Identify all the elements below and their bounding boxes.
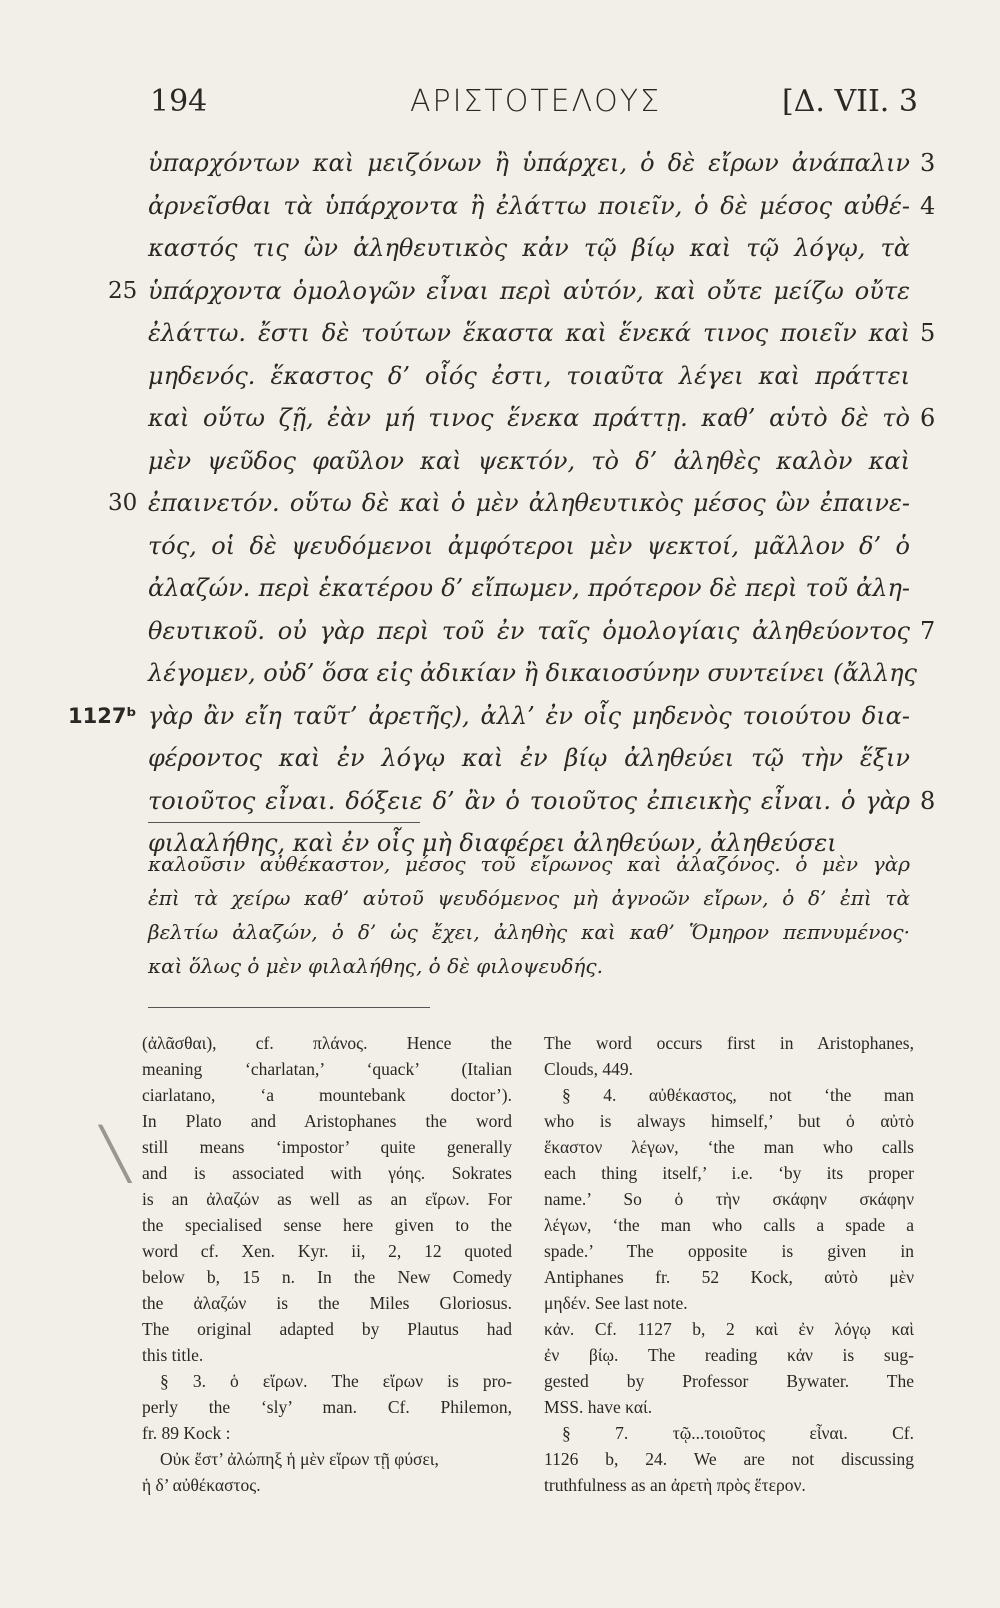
main-text-line <box>0 525 1000 568</box>
pencil-margin-mark: ╲ <box>100 1125 131 1183</box>
main-text-line <box>0 567 1000 610</box>
divider-rule <box>148 1007 430 1008</box>
note-line: § 4. αὐθέκαστος, not ‘the man <box>562 1085 914 1105</box>
note-line: 1126 b, 24. We are not discussing <box>544 1449 914 1469</box>
line-number-left: 30 <box>108 490 138 516</box>
main-line-text: γὰρ ἂν εἴη ταῦτ’ ἀρετῆς), ἀλλ’ ἐν οἷς μηδενὸς τοιούτου δια- <box>148 701 910 730</box>
main-text-line <box>0 652 1000 695</box>
section-number-right: 8 <box>920 786 936 815</box>
main-text-line <box>0 695 1000 738</box>
note-line: μηδέν. See last note. <box>544 1293 688 1313</box>
main-text-line <box>0 482 1000 525</box>
running-title: ΑΡΙΣΤΟΤΕΛΟΥΣ <box>410 84 662 119</box>
note-line: this title. <box>142 1345 204 1365</box>
scholia-line: ἐπὶ τὰ χείρω καθ’ αὑτοῦ ψευδόμενος μὴ ἀγνοῶν εἴρων, ὁ δ’ ἐπὶ τὰ <box>148 886 910 910</box>
main-text-line <box>0 780 1000 823</box>
note-line: still means ‘impostor’ quite generally <box>142 1137 512 1157</box>
notes-left-column <box>142 1030 512 1498</box>
main-line-text: ἐλάττω. ἔστι δὲ τούτων ἕκαστα καὶ ἕνεκά τινος ποιεῖν καὶ <box>148 319 910 347</box>
note-line: perly the ‘sly’ man. Cf. Philemon, <box>142 1397 512 1417</box>
main-text-line <box>0 610 1000 653</box>
note-line: MSS. have καί. <box>544 1397 653 1417</box>
note-line: ἡ δ’ αὐθέκαστος. <box>142 1475 261 1495</box>
divider-rule <box>148 822 420 823</box>
section-reference: [Δ. VII. 3 <box>782 84 918 119</box>
main-text-line <box>0 397 1000 440</box>
note-line: name.’ So ὁ τὴν σκάφην σκάφην <box>544 1189 914 1209</box>
note-line: κἀν. Cf. 1127 b, 2 καὶ ἐν λόγῳ καὶ <box>544 1319 914 1339</box>
scholia-line: καλοῦσιν αὐθέκαστον, μέσος τοῦ εἴρωνος καὶ ἀλαζόνος. ὁ μὲν γὰρ <box>148 852 910 876</box>
note-line: (ἀλᾶσθαι), cf. πλάνος. Hence the <box>142 1033 512 1053</box>
main-line-text: καστός τις ὢν ἀληθευτικὸς κἀν τῷ βίῳ καὶ τῷ λόγῳ, τὰ <box>148 234 910 262</box>
note-line: § 3. ὁ εἴρων. The εἴρων is pro- <box>160 1371 512 1391</box>
main-line-text: ὑπαρχόντων καὶ μειζόνων ἢ ὑπάρχει, ὁ δὲ εἴρων ἀνάπαλιν <box>148 149 910 177</box>
note-line: spade.’ The opposite is given in <box>544 1241 914 1261</box>
section-number-right: 4 <box>920 191 936 220</box>
note-line: gested by Professor Bywater. The <box>544 1371 914 1391</box>
main-text-line <box>0 312 1000 355</box>
page-header <box>0 82 1000 122</box>
main-line-text: ἀλαζών. περὶ ἑκατέρου δ’ εἴπωμεν, πρότερον δὲ περὶ τοῦ ἀλη- <box>148 574 910 602</box>
note-line: In Plato and Aristophanes the word <box>142 1111 512 1131</box>
scholia-line: καὶ ὅλως ὁ μὲν φιλαλήθης, ὁ δὲ φιλοψευδής. <box>148 954 603 978</box>
note-line: The word occurs first in Aristophanes, <box>544 1033 914 1053</box>
scholia-block <box>148 847 910 983</box>
main-line-text: τός, οἱ δὲ ψευδόμενοι ἀμφότεροι μὲν ψεκτοί, μᾶλλον δ’ ὁ <box>148 531 910 560</box>
main-line-text: θευτικοῦ. οὐ γὰρ περὶ τοῦ ἐν ταῖς ὁμολογίαις ἀληθεύοντος <box>148 616 910 645</box>
page-number: 194 <box>150 84 208 119</box>
section-number-right: 3 <box>920 149 936 177</box>
note-line: the specialised sense here given to the <box>142 1215 512 1235</box>
main-line-text: ἀρνεῖσθαι τὰ ὑπάρχοντα ἢ ἐλάττω ποιεῖν, ὁ δὲ μέσος αὐθέ- <box>148 191 910 220</box>
main-line-text: μηδενός. ἕκαστος δ’ οἷός ἐστι, τοιαῦτα λέγει καὶ πράττει <box>148 361 910 390</box>
note-line: The original adapted by Plautus had <box>142 1319 512 1339</box>
note-line: ἐν βίῳ. The reading κἀν is sug- <box>544 1345 914 1365</box>
note-line: is an ἀλαζών as well as an εἴρων. For <box>142 1189 512 1209</box>
main-text-line <box>0 270 1000 313</box>
note-line: the ἀλαζών is the Miles Gloriosus. <box>142 1293 512 1313</box>
main-text-line <box>0 355 1000 398</box>
line-number-left: 25 <box>108 277 138 304</box>
section-number-right: 6 <box>920 404 936 432</box>
note-line: ciarlatano, ‘a mountebank doctor’). <box>142 1085 512 1105</box>
section-number-right: 7 <box>920 616 936 645</box>
scholia-line: βελτίω ἀλαζών, ὁ δ’ ὡς ἔχει, ἀληθὴς καὶ καθ’ Ὅμηρον πεπνυμένος· <box>148 920 910 944</box>
main-text-line <box>0 185 1000 228</box>
main-line-text: καὶ οὕτω ζῇ, ἐὰν μή τινος ἕνεκα πράττῃ. καθ’ αὑτὸ δὲ τὸ <box>148 404 910 432</box>
main-line-text: λέγομεν, οὐδ’ ὅσα εἰς ἀδικίαν ἢ δικαιοσύνην συντείνει (ἄλλης <box>148 659 917 687</box>
note-line: below b, 15 n. In the New Comedy <box>142 1267 512 1287</box>
section-number-right: 5 <box>920 319 936 347</box>
note-line: and is associated with γόης. Sokrates <box>142 1163 512 1183</box>
main-text <box>0 142 1000 865</box>
note-line: word cf. Xen. Kyr. ii, 2, 12 quoted <box>142 1241 512 1261</box>
main-line-text: φιλαλήθης, καὶ ἐν οἷς μὴ διαφέρει ἀληθεύων, ἀληθεύσει <box>148 829 837 857</box>
main-text-line <box>0 227 1000 270</box>
main-line-text: μὲν ψεῦδος φαῦλον καὶ ψεκτόν, τὸ δ’ ἀληθὲς καλὸν καὶ <box>148 446 910 475</box>
note-line: Antiphanes fr. 52 Kock, αὐτὸ μὲν <box>544 1267 914 1287</box>
main-text-line <box>0 737 1000 780</box>
notes-right-column <box>544 1030 914 1498</box>
note-line: each thing itself,’ i.e. ‘by its proper <box>544 1163 914 1183</box>
note-line: fr. 89 Kock : <box>142 1423 231 1443</box>
main-text-line <box>0 440 1000 483</box>
main-line-text: τοιοῦτος εἶναι. δόξειε δ’ ἂν ὁ τοιοῦτος ἐπιεικὴς εἶναι. ὁ γὰρ <box>148 786 910 815</box>
note-line: Οὐκ ἔστ’ ἀλώπηξ ἡ μὲν εἴρων τῇ φύσει, <box>160 1449 439 1469</box>
note-line: truthfulness as an ἀρετὴ πρὸς ἕτερον. <box>544 1475 806 1495</box>
note-line: ἕκαστον λέγων, ‘the man who calls <box>544 1137 914 1157</box>
note-line: meaning ‘charlatan,’ ‘quack’ (Italian <box>142 1059 512 1079</box>
main-line-text: φέροντος καὶ ἐν λόγῳ καὶ ἐν βίῳ ἀληθεύει τῷ τὴν ἕξιν <box>148 744 910 772</box>
note-line: § 7. τῷ...τοιοῦτος εἶναι. Cf. <box>562 1423 914 1443</box>
line-number-left: 1127ᵇ <box>68 703 137 728</box>
note-line: λέγων, ‘the man who calls a spade a <box>544 1215 914 1235</box>
note-line: who is always himself,’ but ὁ αὐτὸ <box>544 1111 914 1131</box>
note-line: Clouds, 449. <box>544 1059 633 1079</box>
main-line-text: ἐπαινετόν. οὕτω δὲ καὶ ὁ μὲν ἀληθευτικὸς μέσος ὢν ἐπαινε- <box>148 489 910 517</box>
main-line-text: ὑπάρχοντα ὁμολογῶν εἶναι περὶ αὑτόν, καὶ οὔτε μείζω οὔτε <box>148 276 910 305</box>
main-text-line <box>0 142 1000 185</box>
